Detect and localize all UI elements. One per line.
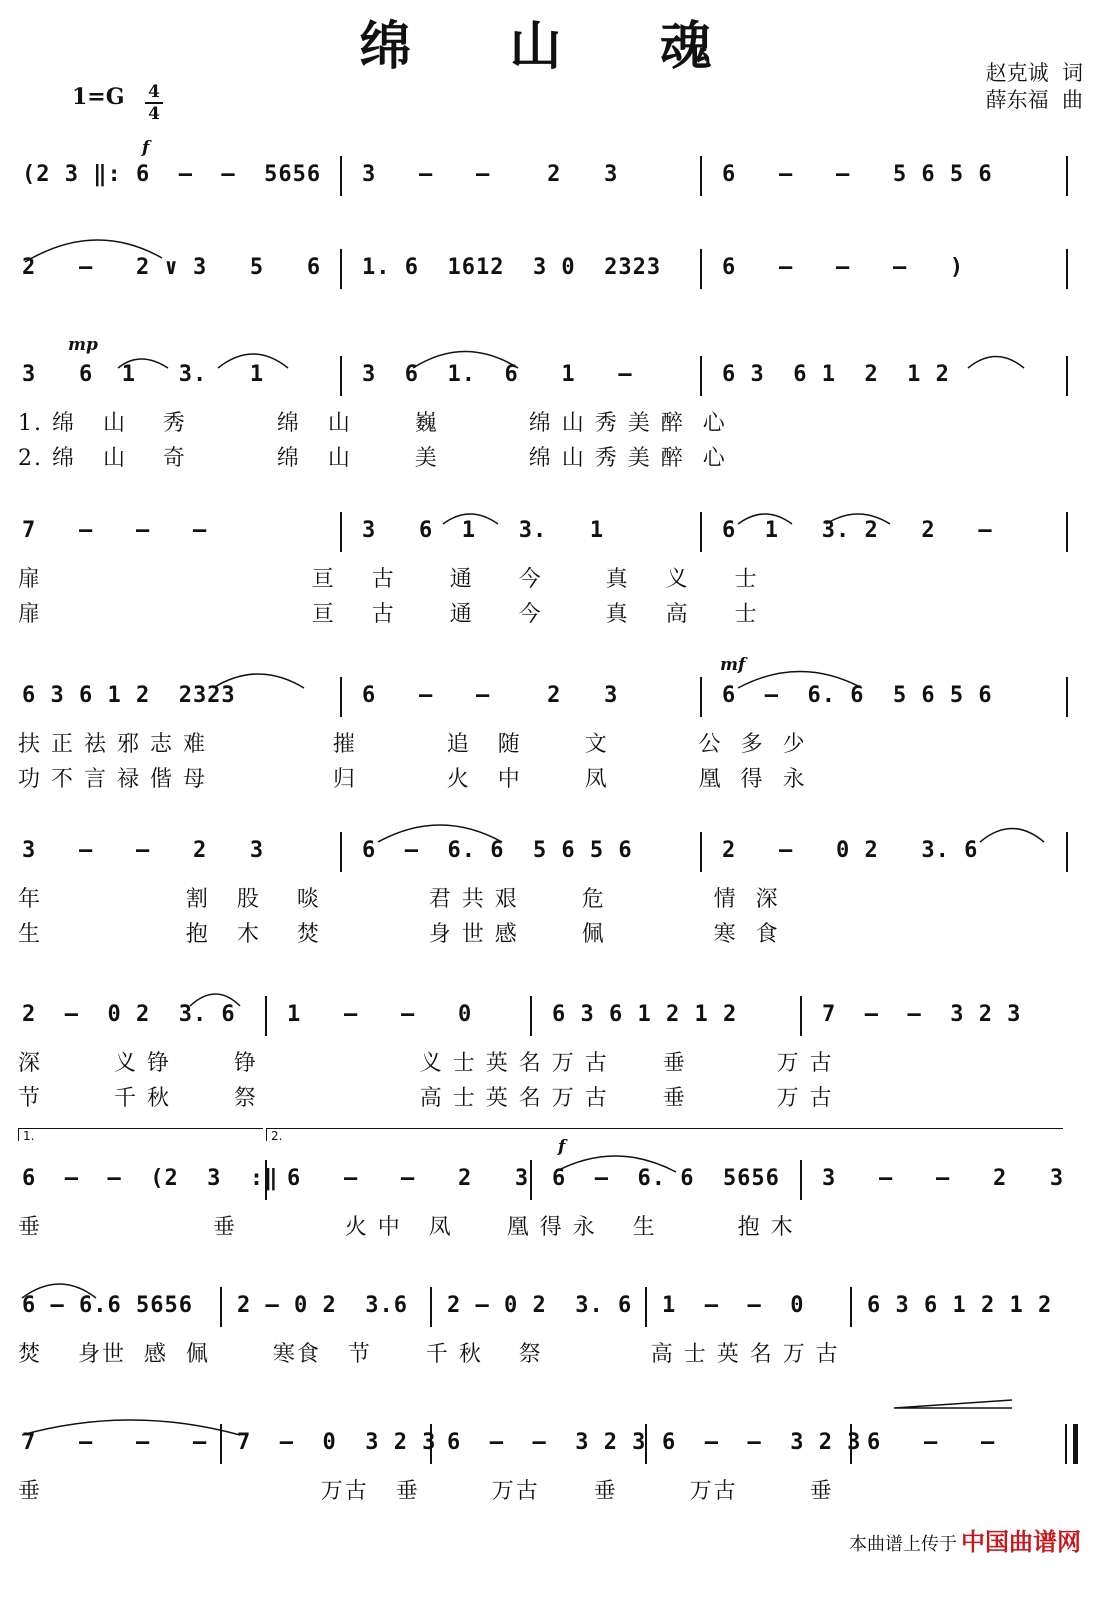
time-signature-bottom: 4 [148, 104, 160, 124]
measure-notes: 1. 6 1612 3 0 2323 [362, 255, 662, 280]
lyric-line: 扉 亘 古 通 今 真 高 士 [18, 602, 759, 627]
bar-line [1066, 249, 1068, 289]
volta-bracket: 1. [18, 1128, 263, 1141]
measure-notes: 6 – 6. 6 5 6 5 6 [722, 683, 993, 708]
bar-line [340, 832, 342, 872]
bar-line [220, 1287, 222, 1327]
measure-notes: 6 3 6 1 2 2323 [22, 683, 236, 708]
measure-notes: 6 – 6.6 5656 [22, 1293, 193, 1318]
footer-text: 本曲谱上传于 [849, 1534, 957, 1555]
measure-notes: 2 – 0 2 3. 6 [447, 1293, 633, 1318]
bar-line [700, 512, 702, 552]
measure-notes: 2 – 0 2 3. 6 [22, 1002, 236, 1027]
bar-line [700, 249, 702, 289]
site-logo: 中国曲谱网 [961, 1528, 1081, 1556]
measure-notes: 6 1 3. 2 2 – [722, 518, 993, 543]
lyric-line: 焚 身世 感 佩 寒食 节 千 秋 祭 高 士 英 名 万 古 [18, 1342, 840, 1367]
measure-notes: 6 3 6 1 2 1 2 [867, 1293, 1053, 1318]
measure-notes: 6 – – (2 3 :‖ [22, 1166, 279, 1191]
measure-notes: 7 – – – [22, 518, 208, 543]
lyricist-credit: 赵克诚 词 [985, 61, 1083, 85]
bar-line [1066, 677, 1068, 717]
measure-notes: 7 – – – [22, 1430, 208, 1455]
measure-notes: 2 – 2 ∨ 3 5 6 [22, 255, 322, 280]
measure-notes: 6 – – 2 3 [362, 683, 619, 708]
bar-line [530, 996, 532, 1036]
measure-notes: 2 – 0 2 3. 6 [722, 838, 979, 863]
measure-notes: 3 6 1. 6 1 – [362, 362, 633, 387]
measure-notes: 3 6 1 3. 1 [362, 518, 605, 543]
lyric-line: 扶 正 祛 邪 志 难 摧 追 随 文 公 多 少 [18, 732, 807, 757]
measure-notes: 3 – – 2 3 [22, 838, 265, 863]
bar-line [340, 677, 342, 717]
key-signature: 1=G [72, 84, 125, 110]
bar-line [340, 356, 342, 396]
bar-line [645, 1287, 647, 1327]
bar-line [1066, 156, 1068, 196]
bar-line [850, 1287, 852, 1327]
dynamic-mark: f [558, 1137, 566, 1157]
measure-notes: 3 6 1 3. 1 [22, 362, 265, 387]
measure-notes: 6 – – 3 2 3 [447, 1430, 647, 1455]
lyric-line: 生 抱 木 焚 身 世 感 佩 寒 食 [18, 922, 780, 947]
lyric-line: 2. 绵 山 奇 绵 山 美 绵 山 秀 美 醉 心 [18, 446, 727, 471]
lyric-line: 垂 垂 火 中 凤 凰 得 永 生 抱 木 [18, 1215, 795, 1240]
time-signature-top: 4 [148, 82, 160, 102]
bar-line [700, 356, 702, 396]
bar-line [220, 1424, 222, 1464]
bar-line [430, 1287, 432, 1327]
bar-line [645, 1424, 647, 1464]
credits [986, 60, 1083, 114]
composer-credit: 薛东福 曲 [985, 88, 1083, 112]
bar-line [1065, 1424, 1078, 1464]
lyric-line: 扉 亘 古 通 今 真 义 士 [18, 567, 759, 592]
measure-notes: 6 3 6 1 2 1 2 [722, 362, 950, 387]
bar-line [700, 156, 702, 196]
bar-line [340, 512, 342, 552]
measure-notes: 3 – – 2 3 [362, 162, 619, 187]
measure-notes: 6 – – 3 2 3 [662, 1430, 862, 1455]
measure-notes: 6 3 6 1 2 1 2 [552, 1002, 738, 1027]
bar-line [1066, 832, 1068, 872]
bar-line [265, 1160, 267, 1200]
lyric-line: 1. 绵 山 秀 绵 山 巍 绵 山 秀 美 醉 心 [18, 411, 727, 436]
page-title: 绵 山 魂 [359, 16, 752, 77]
bar-line [700, 832, 702, 872]
measure-notes: 6 – – 2 3 [287, 1166, 530, 1191]
bar-line [850, 1424, 852, 1464]
bar-line [530, 1160, 532, 1200]
measure-notes: 6 – 6. 6 5656 [552, 1166, 780, 1191]
measure-notes: 3 – – 2 3 [822, 1166, 1065, 1191]
measure-notes: (2 3 ‖: 6 – – 5656 [22, 162, 322, 187]
bar-line [340, 156, 342, 196]
time-signature [145, 83, 163, 123]
lyric-line: 深 义 铮 铮 义 士 英 名 万 古 垂 万 古 [18, 1051, 834, 1076]
dynamic-mark: mp [68, 335, 98, 355]
measure-notes: 6 – – – ) [722, 255, 965, 280]
bar-line [340, 249, 342, 289]
bar-line [700, 677, 702, 717]
bar-line [1066, 512, 1068, 552]
lyric-line: 节 千 秋 祭 高 士 英 名 万 古 垂 万 古 [18, 1086, 834, 1111]
measure-notes: 7 – – 3 2 3 [822, 1002, 1022, 1027]
bar-line [1066, 356, 1068, 396]
measure-notes: 6 – – 5 6 5 6 [722, 162, 993, 187]
measure-notes: 6 – 6. 6 5 6 5 6 [362, 838, 633, 863]
lyric-line: 年 割 股 啖 君 共 艰 危 情 深 [18, 887, 780, 912]
bar-line [800, 996, 802, 1036]
footer [849, 1522, 1081, 1557]
lyric-line: 功 不 言 禄 偕 母 归 火 中 凤 凰 得 永 [18, 767, 807, 792]
dynamic-mark: mf [720, 655, 746, 675]
lyric-line: 垂 万古 垂 万古 垂 万古 垂 [18, 1479, 834, 1504]
bar-line [800, 1160, 802, 1200]
measure-notes: 7 – 0 3 2 3 [237, 1430, 437, 1455]
measure-notes: 2 – 0 2 3.6 [237, 1293, 408, 1318]
bar-line [265, 996, 267, 1036]
measure-notes: 1 – – 0 [662, 1293, 805, 1318]
bar-line [430, 1424, 432, 1464]
measure-notes: 6 – – [867, 1430, 996, 1455]
volta-bracket: 2. [266, 1128, 1063, 1141]
dynamic-mark: f [142, 138, 150, 158]
measure-notes: 1 – – 0 [287, 1002, 473, 1027]
